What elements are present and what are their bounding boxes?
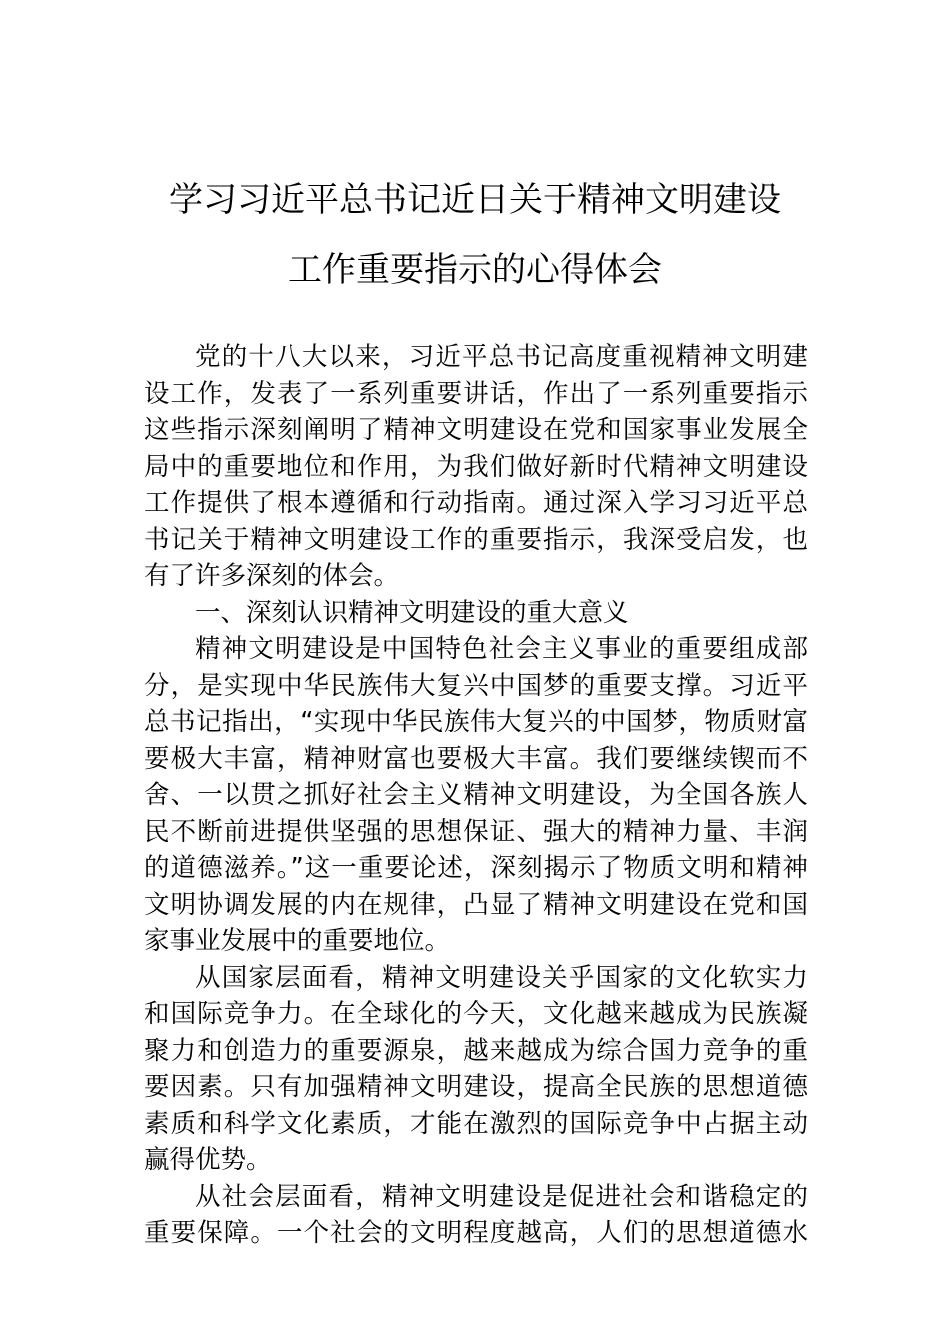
text-line: 家事业发展中的重要地位。 <box>144 926 451 956</box>
text-line: 要极大丰富，精神财富也要极大丰富。我们要继续锲而不 <box>144 743 808 774</box>
text-line: 一、深刻认识精神文明建设的重大意义 <box>195 597 629 628</box>
document-body <box>144 339 808 1252</box>
text-line: 的道德滋养。”这一重要论述，深刻揭示了物质文明和精神 <box>144 853 808 883</box>
text-line: 分，是实现中华民族伟大复兴中国梦的重要支撑。习近平 <box>144 670 808 701</box>
text-line: 素质和科学文化素质，才能在激烈的国际竞争中占据主动 <box>144 1108 808 1139</box>
text-line: 从社会层面看，精神文明建设是促进社会和谐稳定的 <box>195 1181 808 1212</box>
text-line: 和国际竞争力。在全球化的今天，文化越来越成为民族凝 <box>144 999 808 1029</box>
text-line: 这些指示深刻阐明了精神文明建设在党和国家事业发展全 <box>144 415 808 445</box>
text-line: 民不断前进提供坚强的思想保证、强大的精神力量、丰润 <box>144 816 808 847</box>
text-line: 有了许多深刻的体会。 <box>144 561 400 591</box>
text-line: 精神文明建设是中国特色社会主义事业的重要组成部 <box>195 634 808 664</box>
text-line: 聚力和创造力的重要源泉，越来越成为综合国力竞争的重 <box>144 1035 808 1066</box>
text-line: 党的十八大以来，习近平总书记高度重视精神文明建 <box>195 342 808 372</box>
text-line: 舍、一以贯之抓好社会主义精神文明建设，为全国各族人 <box>144 780 808 810</box>
text-line: 要因素。只有加强精神文明建设，提高全民族的思想道德 <box>144 1072 808 1102</box>
text-line: 从国家层面看，精神文明建设关乎国家的文化软实力 <box>195 962 808 993</box>
text-line: 设工作，发表了一系列重要讲话，作出了一系列重要指示 <box>144 378 808 409</box>
document-title-line-1: 学习习近平总书记近日关于精神文明建设 <box>169 180 781 220</box>
text-line: 文明协调发展的内在规律，凸显了精神文明建设在党和国 <box>144 889 808 920</box>
text-line: 总书记指出，“实现中华民族伟大复兴的中国梦，物质财富 <box>144 707 808 737</box>
text-line: 工作提供了根本遵循和行动指南。通过深入学习习近平总 <box>144 488 808 518</box>
text-line: 书记关于精神文明建设工作的重要指示，我深受启发，也 <box>144 524 808 555</box>
text-line: 赢得优势。 <box>144 1145 272 1175</box>
text-line: 局中的重要地位和作用，为我们做好新时代精神文明建设 <box>144 451 808 482</box>
text-line: 重要保障。一个社会的文明程度越高，人们的思想道德水 <box>144 1218 808 1248</box>
document-title-line-2: 工作重要指示的心得体会 <box>288 250 662 290</box>
